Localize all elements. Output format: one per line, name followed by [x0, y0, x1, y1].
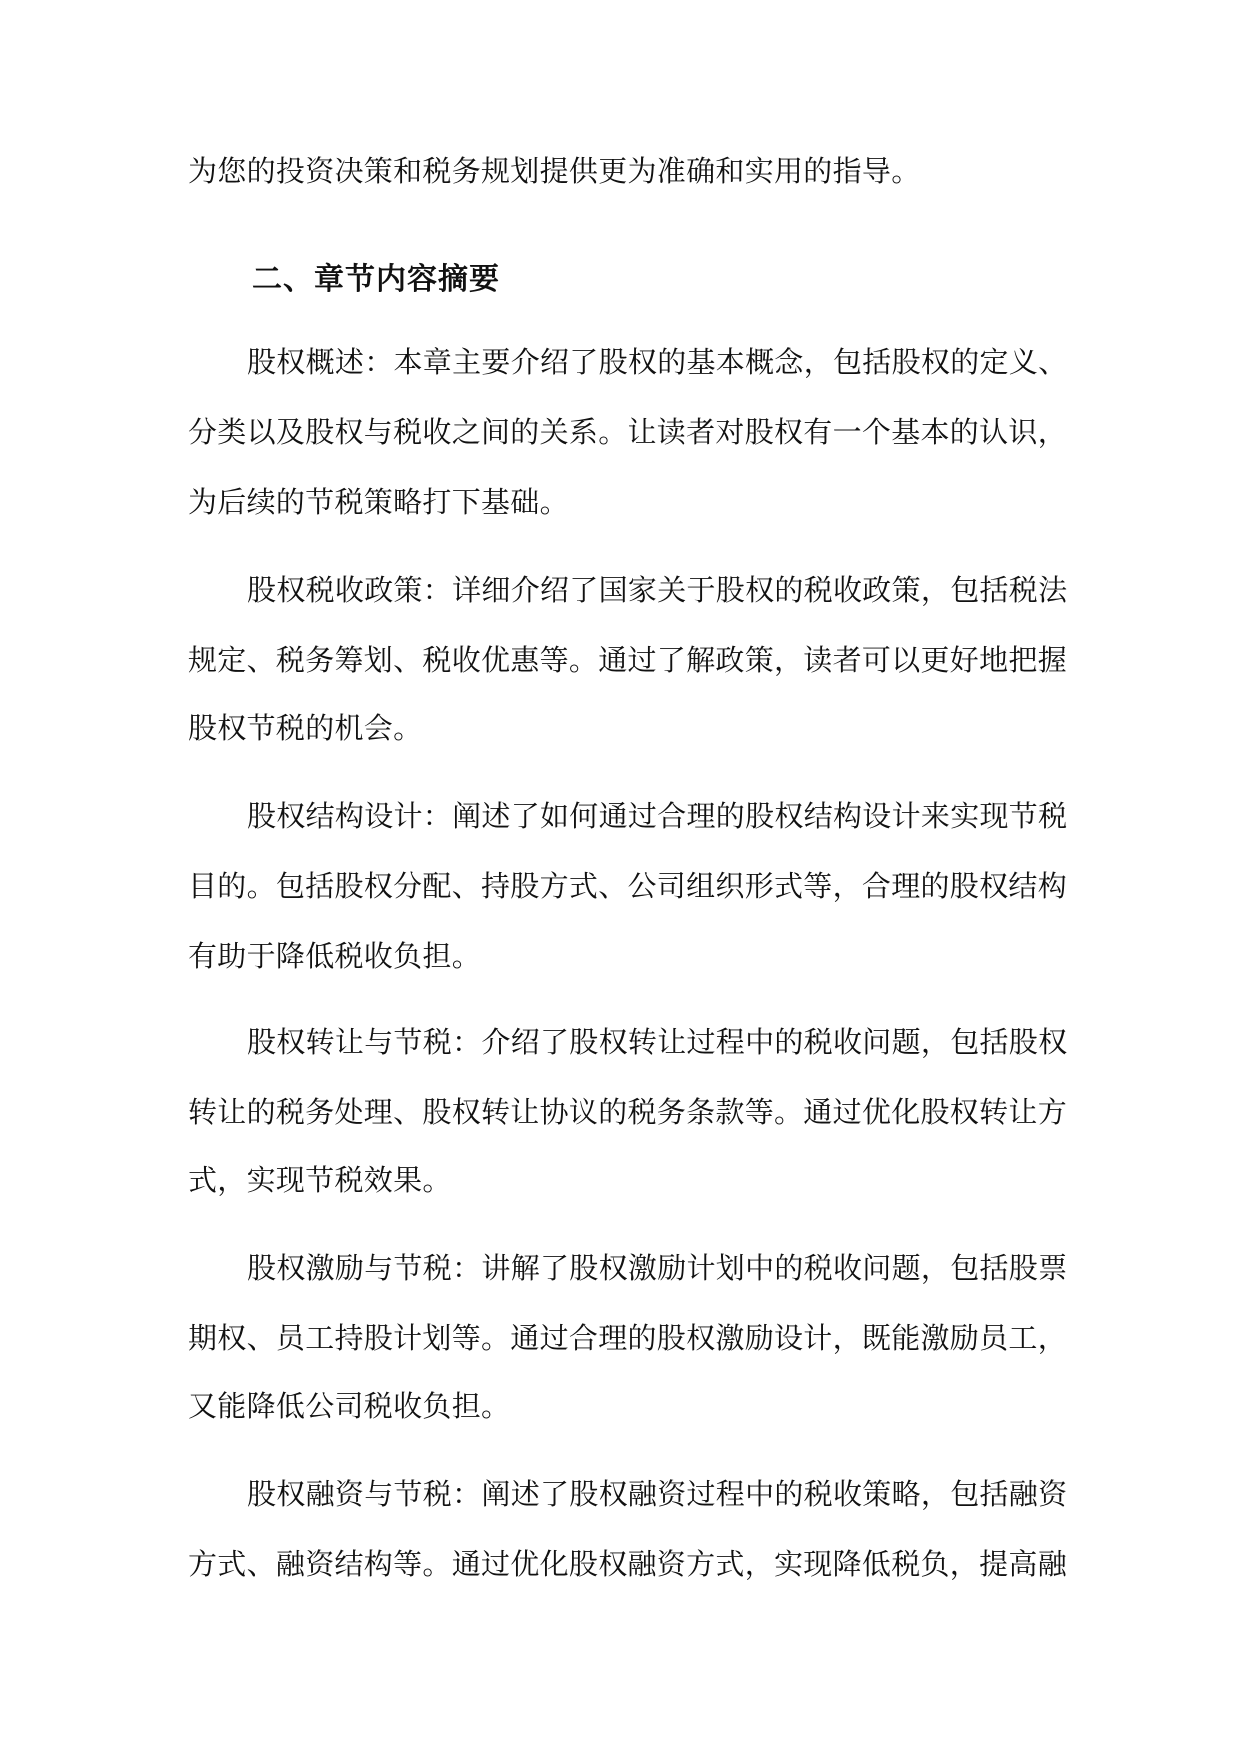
paragraph-line: 方式、融资结构等。通过优化股权融资方式，实现降低税负，提高融 — [188, 1547, 1068, 1581]
paragraph-line: 有助于降低税收负担。 — [188, 939, 482, 973]
paragraph-line: 股权结构设计：阐述了如何通过合理的股权结构设计来实现节税 — [247, 799, 1068, 833]
section-heading: 二、章节内容摘要 — [252, 262, 500, 297]
intro-line: 为您的投资决策和税务规划提供更为准确和实用的指导。 — [188, 154, 921, 188]
paragraph-line: 又能降低公司税收负担。 — [188, 1389, 511, 1423]
paragraph-line: 目的。包括股权分配、持股方式、公司组织形式等，合理的股权结构 — [188, 869, 1068, 903]
paragraph-line: 股权节税的机会。 — [188, 711, 423, 745]
paragraph-line: 股权转让与节税：介绍了股权转让过程中的税收问题，包括股权 — [247, 1025, 1068, 1059]
paragraph-line: 股权概述：本章主要介绍了股权的基本概念，包括股权的定义、 — [247, 345, 1068, 379]
paragraph-line: 期权、员工持股计划等。通过合理的股权激励设计，既能激励员工， — [188, 1321, 1068, 1355]
paragraph-line: 转让的税务处理、股权转让协议的税务条款等。通过优化股权转让方 — [188, 1095, 1068, 1129]
paragraph-line: 分类以及股权与税收之间的关系。让读者对股权有一个基本的认识， — [188, 415, 1068, 449]
paragraph-line: 股权激励与节税：讲解了股权激励计划中的税收问题，包括股票 — [247, 1251, 1068, 1285]
paragraph-line: 股权税收政策：详细介绍了国家关于股权的税收政策，包括税法 — [247, 573, 1068, 607]
paragraph-line: 股权融资与节税：阐述了股权融资过程中的税收策略，包括融资 — [247, 1477, 1068, 1511]
paragraph-line: 式，实现节税效果。 — [188, 1163, 452, 1197]
paragraph-line: 为后续的节税策略打下基础。 — [188, 485, 569, 519]
paragraph-line: 规定、税务筹划、税收优惠等。通过了解政策，读者可以更好地把握 — [188, 643, 1068, 677]
